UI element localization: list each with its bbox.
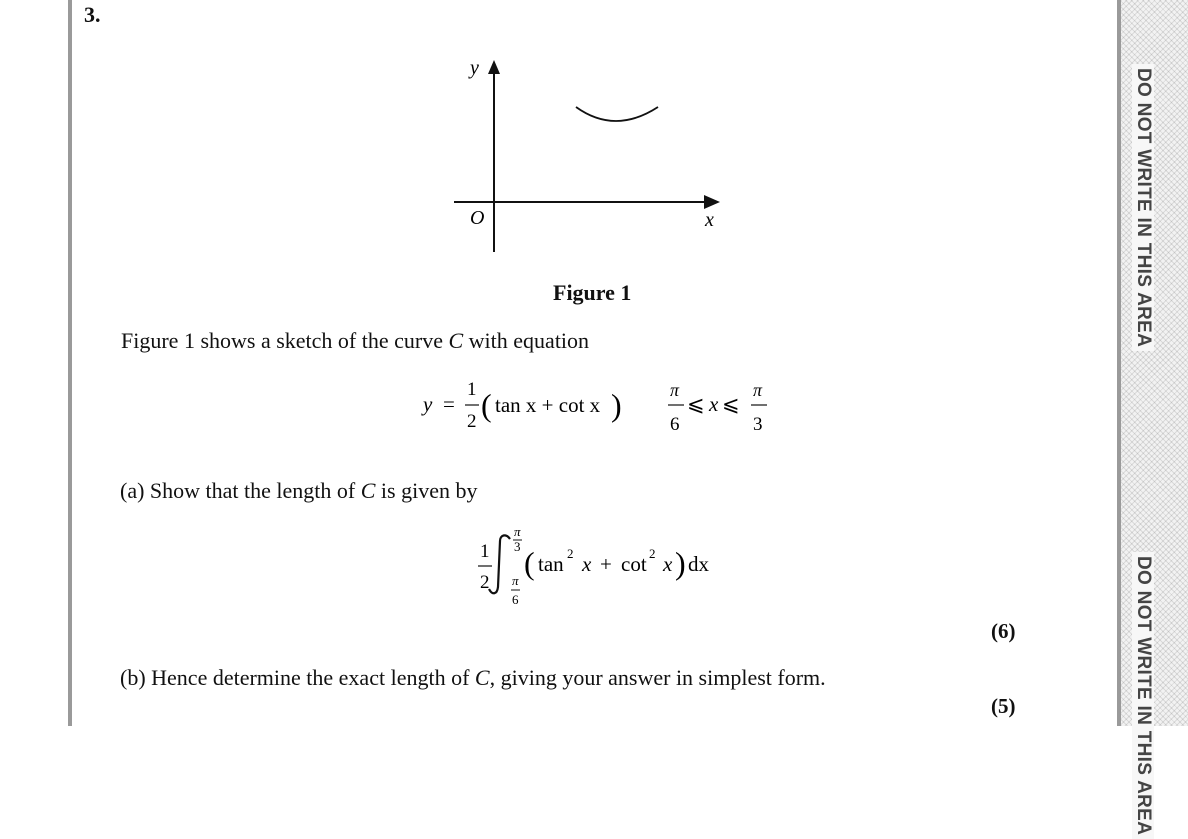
- eq-coef-den: 2: [467, 411, 477, 432]
- int-close-paren: ): [675, 545, 686, 581]
- part-a-before: Show that the length of: [149, 478, 361, 503]
- eq-domain-upper-num: π: [753, 380, 763, 400]
- int-open-paren: (: [524, 545, 535, 581]
- part-b-before: Hence determine the exact length of: [151, 665, 475, 690]
- part-a-text: [120, 478, 477, 504]
- eq-domain-var: x: [709, 392, 719, 416]
- curve-c: [576, 107, 658, 121]
- arc-length-integral: [470, 525, 730, 610]
- int-lower-num: π: [512, 573, 519, 588]
- figure-caption: Figure 1: [553, 280, 632, 305]
- figure-1-sketch: [440, 52, 730, 262]
- int-upper-num: π: [514, 525, 521, 539]
- part-a-marks: (6): [991, 619, 1016, 643]
- do-not-write-label-lower: DO NOT WRITE IN THIS AREA: [1132, 552, 1154, 839]
- eq-equals: =: [443, 392, 455, 416]
- part-a-label: (a): [120, 478, 145, 503]
- part-b-label: (b): [120, 665, 146, 690]
- part-a-after: is given by: [375, 478, 478, 503]
- do-not-write-label-upper: DO NOT WRITE IN THIS AREA: [1132, 64, 1154, 351]
- y-axis-label: y: [470, 57, 479, 79]
- eq-domain-lower-num: π: [670, 380, 680, 400]
- int-lower-den: 6: [512, 592, 519, 607]
- integral-sign-icon: [489, 535, 510, 593]
- eq-coef-num: 1: [467, 379, 477, 400]
- eq-close-paren: ): [611, 387, 622, 423]
- part-b-var: C: [474, 665, 490, 690]
- int-plus: +: [600, 552, 612, 576]
- curve-equation: [415, 375, 785, 437]
- y-axis-arrow-icon: [488, 60, 500, 74]
- x-axis-label: x: [705, 209, 714, 231]
- intro-after: with equation: [463, 328, 590, 353]
- part-b-text: [120, 665, 826, 691]
- left-margin-rule: [68, 0, 72, 726]
- eq-domain-rel-2: ⩽: [722, 392, 740, 416]
- int-tan-exp: 2: [567, 546, 574, 561]
- question-number: 3.: [84, 2, 101, 27]
- eq-domain-rel-1: ⩽: [687, 392, 705, 416]
- intro-before: Figure 1 shows a sketch of the curve: [121, 328, 449, 353]
- int-tan: tan: [538, 552, 564, 576]
- part-b-after: , giving your answer in simplest form.: [489, 665, 826, 690]
- int-cot: cot: [621, 552, 647, 576]
- int-upper-den: 3: [514, 539, 521, 554]
- intro-text: [121, 328, 589, 354]
- origin-label: O: [470, 207, 485, 229]
- x-axis-arrow-icon: [704, 195, 720, 209]
- eq-domain-upper-den: 3: [753, 414, 763, 435]
- int-coef-den: 2: [480, 572, 490, 593]
- intro-var: C: [448, 328, 464, 353]
- int-differential: dx: [688, 552, 709, 576]
- eq-open-paren: (: [481, 387, 492, 423]
- eq-body: tan x + cot x: [495, 393, 601, 417]
- int-var-2: x: [663, 552, 673, 576]
- eq-domain-lower-den: 6: [670, 414, 680, 435]
- eq-lhs: y: [423, 392, 433, 416]
- int-var-1: x: [582, 552, 592, 576]
- int-coef-num: 1: [480, 541, 490, 562]
- int-cot-exp: 2: [649, 546, 656, 561]
- part-a-var: C: [360, 478, 376, 503]
- part-b-marks: (5): [991, 694, 1016, 718]
